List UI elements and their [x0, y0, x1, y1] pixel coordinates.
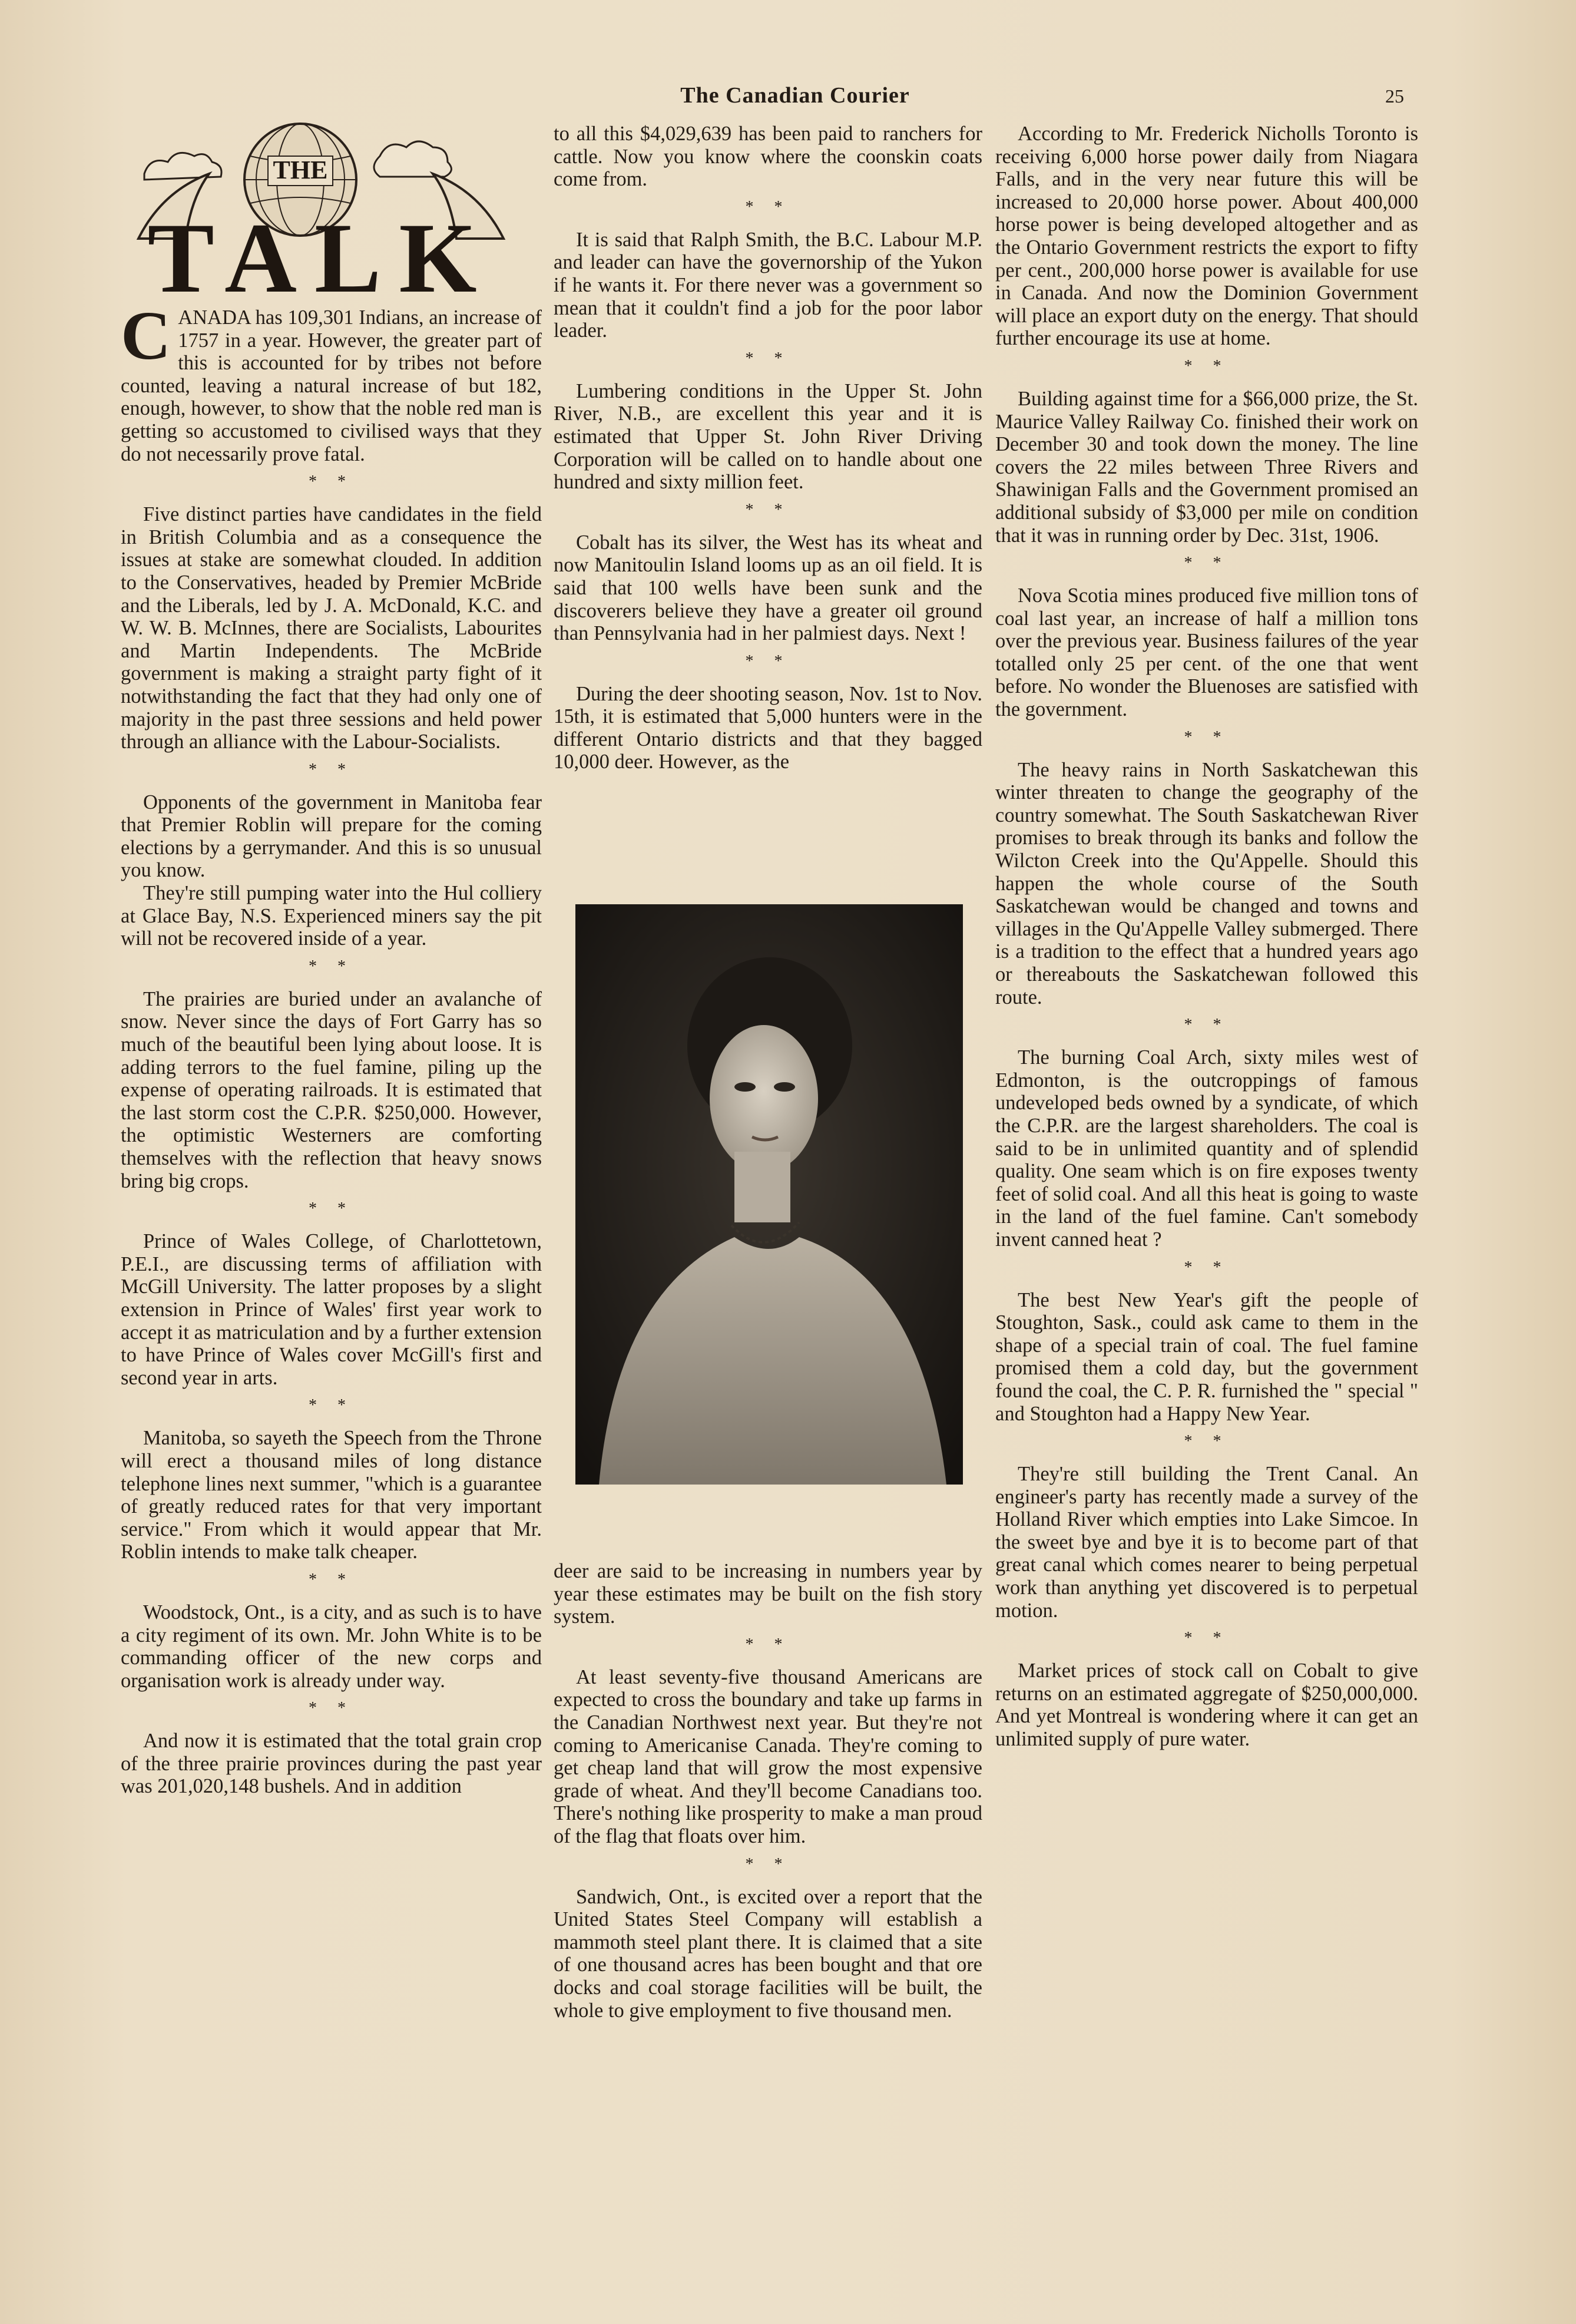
- publication-title: The Canadian Courier: [680, 83, 910, 108]
- portrait-photo: [575, 904, 963, 1485]
- article-indians: [121, 297, 542, 465]
- article-niagara-power: According to Mr. Frederick Nicholls Toronto is receiving 6,000 horse power daily from Niagara Falls, and in the very near future this will be increased to 20,000 horse power. About 400,000 horse power is being developed altogether and as the Ontario Government restricts the export to fifty per cent., 200,000 horse power is available for use in Canada. And now the Dominion Government will place an export duty on the energy. That should further encourage its use at home.: [995, 123, 1418, 350]
- separator: * *: [745, 349, 791, 368]
- logo-the-text: THE: [273, 156, 328, 184]
- article-coal-arch: The burning Coal Arch, sixty miles west of Edmonton, is the outcroppings of famous undeveloped beds owned by a syndicate, of which the C.P.R. are the largest shareholders. The coal is said to be in unlimited quantity and of splendid quality. One seam which is on fire exposes twenty feet of solid coal. And all this heat is going to waste in the land of the fuel famine. Can't somebody invent canned heat ?: [995, 1046, 1418, 1251]
- separator: * *: [309, 760, 354, 779]
- article-st-maurice-railway: Building against time for a $66,000 prize, the St. Maurice Valley Railway Co. finished their work on December 30 and took down the money. The line covers the 22 miles between Three Rivers and Shawinigan Falls and the Government promised an additional subsidy of $3,000 per mile on condition that it was in running order by Dec. 31st, 1906.: [995, 387, 1418, 547]
- separator: * *: [1184, 554, 1230, 573]
- article-prince-of-wales: Prince of Wales College, of Charlottetown, P.E.I., are discussing terms of affiliation with McGill University. The latter proposes by a slight extension in Prince of Wales' first year work to accept it as matriculation and by a further extension to have Prince of Wales cover McGill's first and second year in arts.: [121, 1230, 542, 1389]
- photo-caption: [575, 1501, 963, 1505]
- article-cobalt-stock: Market prices of stock call on Cobalt to give returns on an estimated aggregate of $250,000,000. And yet Montreal is wondering where it can get an unlimited supply of pure water.: [995, 1659, 1418, 1751]
- article-saskatchewan-rains: The heavy rains in North Saskatchewan this winter threaten to change the geography of the country somewhat. The South Saskatchewan River promises to break through its banks and follow the Wilcton Creek into the Qu'Appelle. Should this happen the whole course of the South Saskatchewan would be changed and towns and villages in the Qu'Appelle Valley submerged. There is a tradition to the effect that a hundred years ago or thereabouts the Saskatchewan followed this route.: [995, 758, 1418, 1009]
- article-nova-scotia-coal: Nova Scotia mines produced five million tons of coal last year, an increase of half a million tons over the previous year. Business failures of the year totalled only 25 per cent. of the one that went before. No wonder the Bluenoses are satisfied with the government.: [995, 584, 1418, 721]
- the-talk-logo: [121, 121, 521, 297]
- article-hul-colliery: They're still pumping water into the Hul colliery at Glace Bay, N.S. Experienced miners say the pit will not be recovered inside of a year.: [121, 882, 542, 950]
- separator: * *: [745, 1854, 791, 1873]
- separator: * *: [309, 472, 354, 491]
- article-woodstock: Woodstock, Ont., is a city, and as such is to have a city regiment of its own. Mr. John White is to be commanding officer of the new corps and organisation work is already under way.: [121, 1601, 542, 1692]
- article-deer-season: During the deer shooting season, Nov. 1st to Nov. 15th, it is estimated that 5,000 hunters were in the different Ontario districts and that they bagged 10,000 deer. However, as the: [554, 682, 982, 773]
- page-number: 25: [1385, 85, 1404, 107]
- separator: * *: [1184, 728, 1230, 746]
- separator: * *: [1184, 1016, 1230, 1034]
- separator: * *: [309, 957, 354, 976]
- article-deer-season-cont: deer are said to be increasing in numbers year by year these estimates may be built on the fish story system.: [554, 1560, 982, 1628]
- separator: * *: [1184, 356, 1230, 375]
- article-text: ANADA has 109,301 Indians, an increase of 1757 in a year. However, the greater part of this is accounted for by tribes not before counted, leaving a natural increase of but 182, enough, however, to show that the noble red man is getting so accustomed to civilised ways that they do not necessarily prove fatal.: [121, 306, 542, 465]
- article-prairie-snow: The prairies are buried under an avalanche of snow. Never since the days of Fort Garry has so much of the beautiful been lying about loose. It is adding terrors to the fuel famine, piling up the expense of operating railroads. It is estimated that the last storm cost the C.P.R. $250,000. However, the optimistic Westerners are comforting themselves with the reflection that heavy snows bring big crops.: [121, 987, 542, 1192]
- logo-talk-text: TALK: [147, 203, 495, 297]
- separator: * *: [1184, 1629, 1230, 1648]
- separator: * *: [745, 197, 791, 216]
- separator: * *: [745, 500, 791, 519]
- separator: * *: [1184, 1432, 1230, 1451]
- column-3: [995, 123, 1418, 1751]
- separator: * *: [309, 1199, 354, 1218]
- article-manitoulin-oil: Cobalt has its silver, the West has its wheat and now Manitoulin Island looms up as an oil field. It is said that 100 wells have been sunk and the discoverers believe they have a greater oil ground than Pennsylvania had in her palmiest days. Next !: [554, 531, 982, 645]
- separator: * *: [745, 652, 791, 670]
- separator: * *: [309, 1570, 354, 1589]
- article-lumbering: Lumbering conditions in the Upper St. John River, N.B., are excellent this year and it is estimated that Upper St. John River Driving Corporation will be called on to handle about one hundred and sixty million feet.: [554, 379, 982, 494]
- column-2: [554, 123, 982, 773]
- article-manitoba-gerrymander: Opponents of the government in Manitoba fear that Premier Roblin will prepare for the coming elections by a gerrymander. And this is so unusual you know.: [121, 791, 542, 882]
- separator: * *: [745, 1635, 791, 1654]
- article-stoughton: The best New Year's gift the people of Stoughton, Sask., could ask came to them in the shape of a special train of coal. The fuel famine promised them a cold day, but the government found the coal, the C. P. R. furnished the " special " and Stoughton had a Happy New Year.: [995, 1288, 1418, 1425]
- separator: * *: [1184, 1258, 1230, 1277]
- article-grain-crop-cont: to all this $4,029,639 has been paid to ranchers for cattle. Now you know where the coonskin coats come from.: [554, 123, 982, 191]
- article-grain-crop: And now it is estimated that the total grain crop of the three prairie provinces during the past year was 201,020,148 bushels. And in addition: [121, 1730, 542, 1798]
- separator: * *: [309, 1396, 354, 1415]
- separator: * *: [309, 1699, 354, 1718]
- article-sandwich-steel: Sandwich, Ont., is excited over a report that the United States Steel Company will establish a mammoth steel plant there. It is claimed that a site of one thousand acres has been bought and that ore docks and coal storage facilities will be built, the whole to give employment to five thousand men.: [554, 1885, 982, 2022]
- article-ralph-smith: It is said that Ralph Smith, the B.C. Labour M.P. and leader can have the governorship of the Yukon if he wants it. For there never was a government so mean that it couldn't find a job for the poor labor leader.: [554, 228, 982, 342]
- article-americans-northwest: At least seventy-five thousand Americans are expected to cross the boundary and take up farms in the Canadian Northwest next year. But they're not coming to Americanise Canada. They're coming to get cheap land that will grow the most expensive grade of wheat. And they'll become Canadians too. There's nothing like prosperity to make a man proud of the flag that floats over him.: [554, 1665, 982, 1847]
- article-manitoba-telephone: Manitoba, so sayeth the Speech from the Throne will erect a thousand miles of long distance telephone lines next summer, "which is a guarantee of greatly reduced rates for that very important service." From which it would appear that Mr. Roblin intends to make talk cheaper.: [121, 1427, 542, 1563]
- column-1: [121, 297, 542, 1798]
- article-trent-canal: They're still building the Trent Canal. An engineer's party has recently made a survey of the Holland River which empties into Lake Simcoe. In the sweet bye and bye it is to become part of that great canal which comes nearer to being perpetual work than anything yet discovered is to perpetual motion.: [995, 1463, 1418, 1622]
- article-bc-parties: Five distinct parties have candidates in the field in British Columbia and as a consequence the issues at stake are somewhat clouded. In addition to the Conservatives, headed by Premier McBride and the Liberals, led by J. A. McDonald, K.C. and W. W. B. McInnes, there are Socialists, Labourites and Martin Independents. The McBride government is making a straight party fight of it notwithstanding the fact that they had only one of majority in the past three sessions and held power through an alliance with the Labour-Socialists.: [121, 503, 542, 753]
- drop-cap: C: [121, 297, 171, 374]
- column-2-lower: [554, 1560, 982, 2022]
